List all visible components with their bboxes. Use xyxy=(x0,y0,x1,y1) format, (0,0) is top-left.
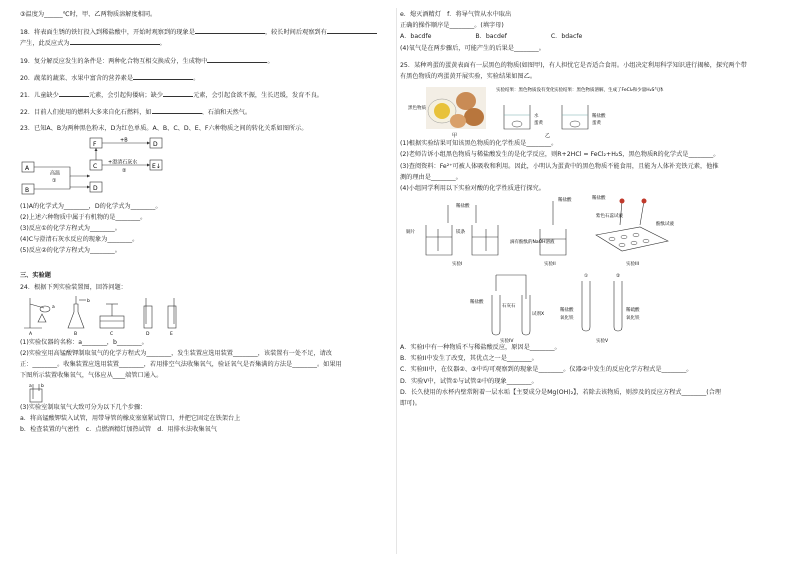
app-label-a: A xyxy=(29,331,33,337)
q24-3: (3)实验室制取氧气大致可分为以下几个步骤： xyxy=(20,403,147,411)
exp4-reagent-x-label: 试剂X xyxy=(532,312,545,318)
bottle-mark-b: b xyxy=(41,383,44,389)
exp1-copper-label: 铜片 xyxy=(406,230,415,236)
bottle-mark-a: a xyxy=(29,383,32,389)
exp5-oxide1-label: 氧化铁 xyxy=(560,316,574,322)
figure-jia-caption: 甲 xyxy=(452,133,458,140)
option-b: B．bacdef xyxy=(475,33,507,41)
q23-1: (1)A的化学式为________，D的化学式为________。 xyxy=(20,202,162,210)
result1-water: 水 xyxy=(534,114,539,120)
exp4-limestone-label: 石灰石 xyxy=(502,304,516,310)
right-column xyxy=(400,10,776,410)
result1-title: 实验结果：黑色物质没有变化 xyxy=(496,88,555,94)
apparatus-svg xyxy=(20,294,200,338)
q18-line2: 产生，此反应式为 。 xyxy=(20,40,166,48)
label-limewater: +澄清石灰水 xyxy=(108,159,138,165)
q23-3: (3)反应①的化学方程式为________。 xyxy=(20,224,121,232)
q24-2b: 正：________。收集装置应选用装置________，若用排空气法收集氧气，验证氧气是否集满的方法是________。如果用 xyxy=(20,361,342,369)
q20: 20．蔬菜的蔬菜、水果中富含的营养素是 。 xyxy=(20,74,200,82)
exp4-acid-label: 稀盐酸 xyxy=(470,300,484,306)
exp2-naoh-label: 滴有酚酞的NaOH溶液 xyxy=(510,240,555,246)
egg-figure xyxy=(400,83,776,139)
result1-yolk: 蛋黄 xyxy=(534,121,543,127)
exp3-caption: 实验III xyxy=(626,262,639,268)
gas-bottle-svg xyxy=(20,383,60,403)
q24-stem: 24．根据下列实验装置图，回答问题： xyxy=(20,283,127,291)
q24-2a: (2)实验室用高锰酸钾制取氧气的化学方程式为________，发生装置应选用装置________，该装置有一处不足，请改 xyxy=(20,350,332,357)
q24-4: (4)氧气是在两步骤后，可能产生的后果是________。 xyxy=(400,44,545,52)
q25-1: (1)根据实验结果可知该黑色物质的化学性质是________。 xyxy=(400,140,558,148)
app-label-c: C xyxy=(110,331,114,337)
app-mark-b: b xyxy=(87,298,90,304)
q23-stem: 23．已知A、B为两种黑色粉末，D为红色单质。A、B、C、D、E、F六种物质之间的转化关系如图所示。 xyxy=(20,125,308,133)
q25-3a: (3)查阅资料：Fe²⁺可被人体吸收和利用。因此，小明认为蛋黄中的黑色物质不能食用，且能为人体补充铁元素，他推 xyxy=(400,162,719,170)
q23-2: (2)上述六种物质中属于有机物的是________。 xyxy=(20,213,147,221)
exp3-litmus-label: 紫色石蕊试液 xyxy=(596,214,623,220)
q24-order: 正确的操作顺序是________。(填字母) xyxy=(400,22,504,30)
node-d-bottom: D xyxy=(93,184,98,192)
acid-experiments-2-svg xyxy=(400,271,776,343)
exp1-magnesium-label: 镁条 xyxy=(456,230,465,236)
q18-line1: 18．将表面生锈的铁钉投入到稀盐酸中，开始时观察到的现象是 ，较长时间后观察到有 xyxy=(20,27,392,38)
exp1-caption: 实验I xyxy=(452,262,463,268)
exp4-caption: 实验IV xyxy=(500,339,514,344)
result2-acid: 稀盐酸 xyxy=(592,114,606,120)
app-label-b: B xyxy=(74,331,78,337)
q24-step-a: a．将高锰酸钾装入试管，用带导管的橡皮塞塞紧试管口，并把它固定在铁架台上 xyxy=(20,414,241,422)
exp5-tube2-number: ② xyxy=(616,274,621,280)
exp2-acid-label: 稀盐酸 xyxy=(558,198,572,204)
q25-4: (4)小组同学利用以下实验对酸的化学性质进行探究。 xyxy=(400,184,545,192)
node-f: F xyxy=(93,140,97,148)
apparatus-figure xyxy=(20,294,392,338)
acid-experiments-2 xyxy=(400,271,776,343)
q25-a: A．实验I中有一种物质不与稀盐酸反应，原因是________。 xyxy=(400,344,561,352)
q25-2: (2)老师告诉小组黑色物质与稀盐酸发生的是化学反应，则R+2HCl = FeCl₂+H₂S，黑色物质R的化学式是________。 xyxy=(400,151,720,159)
conversion-diagram xyxy=(20,136,392,202)
q25-c: C．实验III中，在仪器②、③中均可观察到的现象是________。仪器②中发生的反应化学方程式是________。 xyxy=(400,366,693,374)
figure-yi-caption: 乙 xyxy=(545,133,551,140)
option-c: C．bdacfe xyxy=(550,33,583,41)
egg-figure-svg xyxy=(400,83,776,139)
q24-step-b: b．检查装置的气密性 c．点燃酒精灯加热试管 d．用排水法收集氧气 xyxy=(20,425,217,433)
label-step1: ① xyxy=(52,177,57,184)
exp5-oxide2-label: 氧化铁 xyxy=(626,316,640,322)
q17-line3: ③温度为______℃时，甲、乙两物质溶解度相同。 xyxy=(20,11,157,18)
q25-stem-2: 有黑色物质的鸡蛋黄开展实验，实验结果如图乙。 xyxy=(400,72,537,80)
conversion-diagram-svg xyxy=(20,136,220,202)
q22: 22．目前人们使用的燃料大多来自化石燃料，如 、石油和天然气。 xyxy=(20,109,252,117)
q19: 19．复分解反应发生的条件是：两种化合物互相交换成分，生成物中 。 xyxy=(20,57,274,65)
node-e: E↓ xyxy=(152,162,161,170)
q24-2c: 下图所示装置收集氧气，气体应从____端管口通入。 xyxy=(20,372,163,380)
left-column xyxy=(20,10,392,436)
exp3-acid-label: 稀盐酸 xyxy=(592,196,606,202)
node-a: A xyxy=(25,164,30,172)
result2-title: 实验结果：黑色物质溶解，生成了FeCl₂和少量H₂S气体 xyxy=(554,88,664,94)
q24-step-e: e．熄灭酒精灯 f．将导气管从水中取出 xyxy=(400,11,512,18)
column-divider xyxy=(396,8,397,554)
app-label-d: D xyxy=(146,331,150,337)
node-b: B xyxy=(25,186,30,194)
q25-d: D．实验V中，试管①与试管②中的现象________。 xyxy=(400,377,538,385)
label-step2: ② xyxy=(122,167,127,174)
exp5-tube1-number: ① xyxy=(584,274,589,280)
option-a: A．bacdfe xyxy=(400,33,432,41)
q24-options xyxy=(400,32,776,43)
app-label-e: E xyxy=(170,331,173,337)
exp3-phenolphthalein-label: 酚酞试液 xyxy=(656,222,674,228)
q24-1: (1)实验仪器的名称：a________，b________。 xyxy=(20,338,148,346)
exp2-caption: 实验II xyxy=(544,262,556,268)
node-d-top: D xyxy=(153,140,158,148)
app-mark-a: a xyxy=(52,304,55,310)
q25-stem-1: 25．某种鸡蛋的蛋黄表面有一层黑色的物质(如图甲)，有人担忧它是否适合食用。小组决定利用科学知识进行揭秘，探究两个带 xyxy=(400,61,747,69)
black-substance-label: 黑色物质 xyxy=(408,106,426,112)
exp5-caption: 实验V xyxy=(596,339,609,344)
label-high-temp: 高温 xyxy=(50,170,61,176)
exp5-acid2-label: 稀硫酸 xyxy=(626,308,640,314)
exp5-acid1-label: 稀盐酸 xyxy=(560,308,574,314)
exp1-acid-label: 稀盐酸 xyxy=(456,204,470,210)
acid-experiments-1 xyxy=(400,195,776,271)
label-plus-b: +B xyxy=(120,137,128,143)
q21: 21．儿童缺少 元素，会引起佝偻病；缺少 元素，会引起食欲不振，生长迟缓，发育不良。 xyxy=(20,91,323,99)
gas-bottle-figure xyxy=(20,383,392,403)
q25-3b: 测的理由是________。 xyxy=(400,173,462,181)
q25-b: B．实验II中发生了改变，其优点之一是________。 xyxy=(400,355,538,363)
result2-yolk: 蛋黄 xyxy=(592,121,601,127)
q25-e1: D．长久使用的水杯内壁常附着一层水垢【主要成分是Mg(OH)₂】，若除去该物质，则涉及的反应方程式________(合理 xyxy=(400,388,721,396)
node-c: C xyxy=(93,162,98,170)
q25-e2: 即可)。 xyxy=(400,400,421,407)
q23-5: (5)反应②的化学方程式为________。 xyxy=(20,247,121,255)
section-three-title: 三、实验题 xyxy=(20,272,51,280)
acid-experiments-1-svg xyxy=(400,195,776,271)
q23-4: (4)C与澄清石灰水反应的现象为________。 xyxy=(20,236,139,244)
